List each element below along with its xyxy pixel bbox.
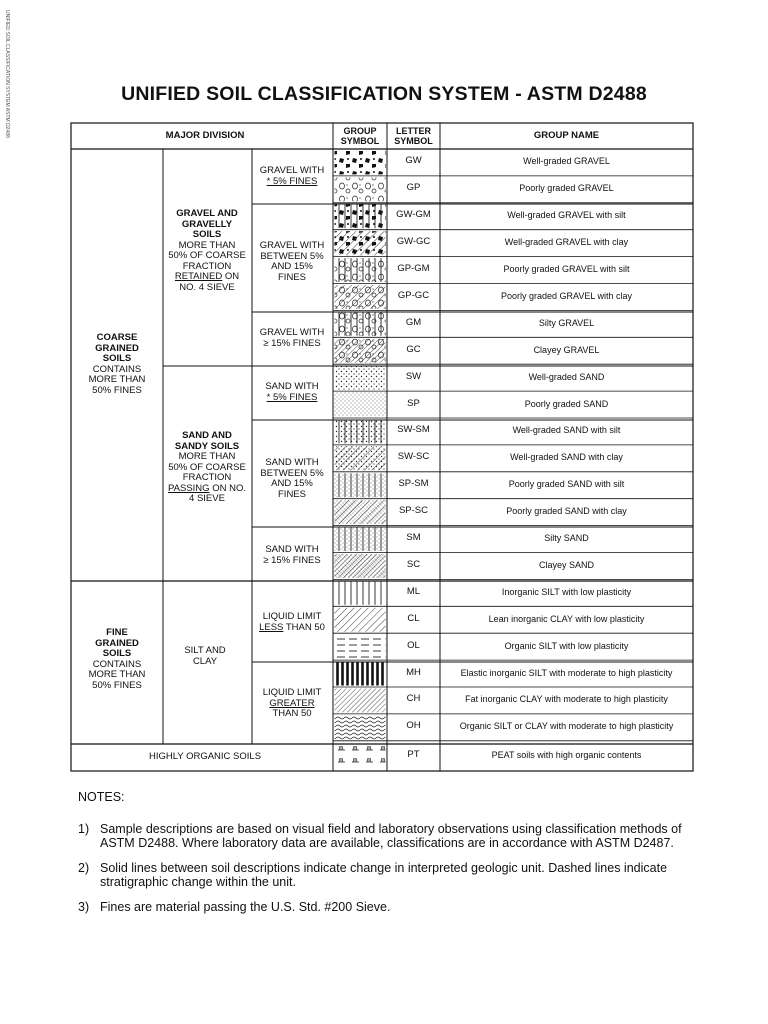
page-title: UNIFIED SOIL CLASSIFICATION SYSTEM - ASTM D2488 [121, 83, 647, 105]
ll-less-word: LESS [259, 621, 284, 633]
group-symbol-sc-pattern [335, 554, 386, 578]
ll-greater-label [256, 688, 328, 720]
letter-symbol-oh: OH [406, 720, 421, 732]
group-name-gp-gc: Poorly graded GRAVEL with clay [500, 290, 633, 301]
group-symbol-sw-pattern [335, 366, 386, 390]
letter-symbol-ml: ML [406, 585, 421, 597]
letter-symbol-mh: MH [406, 666, 421, 678]
group-name-sw-sc: Well-graded SAND with clay [510, 452, 623, 463]
gravel-fines-label [256, 328, 328, 349]
group-name-oh: Organic SILT or CLAY with moderate to high plasticity [459, 721, 674, 732]
letter-symbol-sp-sm: SP-SM [398, 478, 429, 490]
highly-organic-label: HIGHLY ORGANIC SOILS [148, 751, 262, 762]
letter-symbol-sc: SC [406, 558, 421, 570]
retained-rest: ON NO. 4 SIEVE [179, 271, 240, 293]
silt-clay-label: SILT AND CLAY [184, 645, 226, 667]
gravel-soils-sieve [168, 272, 246, 293]
group-symbol-sm-pattern [335, 527, 386, 551]
ll-greater-word: GREATER [269, 697, 315, 709]
group-name-sw-sm: Well-graded SAND with silt [512, 425, 621, 436]
group-name-gp: Poorly graded GRAVEL [519, 183, 614, 194]
ll-greater-l1: LIQUID LIMIT [262, 687, 322, 698]
group-symbol-gp-gm-pattern [335, 258, 386, 282]
group-name-sm: Silty SAND [544, 533, 589, 544]
coarse-grained-label [84, 333, 150, 396]
header-letter-symbol: LETTER SYMBOL [394, 126, 433, 146]
sand-fines-l2: ≥ 15% FINES [263, 554, 321, 566]
note-2-number: 2) [78, 861, 90, 875]
group-name-gw: Well-graded GRAVEL [523, 156, 610, 167]
group-name-ml: Inorganic SILT with low plasticity [501, 586, 632, 597]
letter-symbol-pt: PT [407, 748, 420, 760]
group-symbol-sp-sc-pattern [335, 500, 386, 524]
group-symbol-gc-pattern [335, 339, 386, 363]
letter-symbol-sp-sc: SP-SC [398, 505, 429, 517]
coarse-grained-head: COARSE GRAINED SOILS [95, 332, 139, 364]
letter-symbol-gp: GP [406, 182, 421, 194]
group-symbol-sp-sm-pattern [335, 473, 386, 497]
sand-soils-sieve [168, 484, 246, 505]
sand-clean-l2: * 5% FINES [266, 391, 318, 403]
group-symbol-cl-pattern [335, 608, 386, 632]
group-symbol-sw-sm-pattern [335, 420, 386, 444]
group-name-sp-sc: Poorly graded SAND with clay [506, 506, 627, 517]
gravel-clean-label [256, 166, 328, 187]
sand-soils-body: MORE THAN 50% OF COARSE FRACTION [168, 451, 246, 483]
group-symbol-sp-pattern [335, 393, 386, 417]
group-name-gw-gm: Well-graded GRAVEL with silt [507, 210, 626, 221]
letter-symbol-gc: GC [406, 343, 421, 355]
header-major-division: MAJOR DIVISION [165, 130, 245, 141]
group-symbol-ch-pattern [335, 689, 386, 713]
passing-word: PASSING [168, 482, 210, 494]
group-symbol-gp-gc-pattern [335, 285, 386, 309]
coarse-grained-body: CONTAINS MORE THAN 50% FINES [88, 363, 146, 396]
letter-symbol-ol: OL [407, 639, 420, 651]
ll-greater-l2: THAN 50 [272, 708, 312, 719]
gravel-between-label: GRAVEL WITH BETWEEN 5% AND 15% FINES [259, 240, 325, 283]
letter-symbol-gw-gc: GW-GC [396, 236, 431, 248]
group-symbol-sw-sc-pattern [335, 446, 386, 470]
group-symbol-gp-pattern [335, 177, 386, 201]
group-name-sp-sm: Poorly graded SAND with silt [508, 479, 625, 490]
sand-between-label: SAND WITH BETWEEN 5% AND 15% FINES [260, 457, 324, 500]
letter-symbol-gp-gc: GP-GC [397, 289, 430, 301]
note-2-text: Solid lines between soil descriptions indicate change in interpreted geologic unit. Dashed lines indicate stratigraphic change within the unit. [100, 861, 668, 889]
ll-less-label [256, 612, 328, 633]
group-name-sp: Poorly graded SAND [524, 398, 609, 409]
ll-less-rest: THAN 50 [283, 621, 325, 633]
letter-symbol-ch: CH [406, 693, 421, 705]
note-1-text: Sample descriptions are based on visual field and laboratory observations using classification methods of ASTM D2488. Where laboratory data are available, classifications are in accordance with ASTM D2487. [100, 822, 682, 850]
gravel-clean-l1: GRAVEL WITH [259, 165, 325, 176]
group-name-gm: Silty GRAVEL [538, 317, 595, 328]
group-name-pt: PEAT soils with high organic contents [491, 749, 642, 760]
letter-symbol-gp-gm: GP-GM [397, 263, 430, 275]
retained-word: RETAINED [174, 271, 223, 282]
group-name-ol: Organic SILT with low plasticity [504, 640, 629, 651]
group-symbol-ol-pattern [335, 635, 386, 659]
fine-grained-body: CONTAINS MORE THAN 50% FINES [88, 658, 146, 691]
gravel-soils-label [168, 209, 246, 293]
group-symbol-gw-pattern [335, 151, 386, 175]
letter-symbol-sw: SW [405, 370, 422, 382]
letter-symbol-sp: SP [407, 397, 420, 409]
group-name-sw: Well-graded SAND [528, 371, 605, 382]
group-symbol-oh-pattern [335, 715, 386, 739]
group-name-sc: Clayey SAND [538, 559, 594, 570]
note-3-number: 3) [78, 900, 90, 914]
note-3-text: Fines are material passing the U.S. Std. #200 Sieve. [100, 900, 391, 914]
sand-fines-label [256, 545, 328, 566]
group-name-gp-gm: Poorly graded GRAVEL with silt [503, 264, 630, 275]
gravel-fines-l2: ≥ 15% FINES [263, 337, 321, 349]
letter-symbol-gw: GW [405, 155, 422, 167]
gravel-fines-l1: GRAVEL WITH [259, 327, 325, 338]
sand-soils-head: SAND AND SANDY SOILS [174, 430, 240, 452]
fine-grained-head: FINE GRAINED SOILS [95, 627, 139, 659]
ll-less-l1: LIQUID LIMIT [262, 611, 322, 622]
group-symbol-gm-pattern [335, 312, 386, 336]
group-name-gc: Clayey GRAVEL [533, 344, 600, 355]
group-symbol-pt-pattern [335, 742, 386, 769]
group-symbol-mh-pattern [335, 662, 386, 686]
notes-section [78, 790, 708, 925]
letter-symbol-sw-sc: SW-SC [397, 451, 430, 463]
group-name-ch: Fat inorganic CLAY with moderate to high plasticity [465, 694, 668, 705]
sand-clean-l1: SAND WITH [265, 381, 319, 392]
group-name-cl: Lean inorganic CLAY with low plasticity [488, 613, 645, 624]
gravel-soils-head: GRAVEL AND GRAVELLY SOILS [176, 208, 238, 240]
notes-heading: NOTES: [78, 790, 125, 804]
note-3 [78, 900, 708, 914]
group-name-mh: Elastic inorganic SILT with moderate to high plasticity [460, 667, 673, 678]
letter-symbol-cl: CL [407, 612, 420, 624]
note-1-number: 1) [78, 822, 90, 836]
gravel-soils-body: MORE THAN 50% OF COARSE FRACTION [168, 239, 246, 272]
letter-symbol-gm: GM [405, 316, 422, 328]
group-symbol-gw-gc-pattern [335, 231, 386, 255]
header-group-name: GROUP NAME [533, 130, 600, 141]
group-symbol-ml-pattern [335, 581, 386, 605]
fine-grained-label [84, 628, 150, 691]
sand-clean-label [256, 382, 328, 403]
group-symbol-gw-gm-pattern [335, 204, 386, 228]
ll-less-l2 [256, 623, 328, 634]
letter-symbol-sm: SM [406, 532, 421, 544]
margin-text-label: UNIFIED SOIL CLASSIFICATION SYSTEM ASTM D2488 [4, 10, 10, 138]
header-group-symbol: GROUP SYMBOL [340, 126, 380, 146]
note-1 [78, 822, 708, 850]
sand-soils-label [168, 431, 246, 505]
group-name-gw-gc: Well-graded GRAVEL with clay [504, 237, 629, 248]
letter-symbol-sw-sm: SW-SM [397, 424, 430, 436]
sand-fines-l1: SAND WITH [265, 544, 319, 555]
letter-symbol-gw-gm: GW-GM [396, 209, 431, 221]
gravel-clean-l2: * 5% FINES [266, 175, 318, 187]
passing-rest: ON NO. 4 SIEVE [189, 482, 246, 504]
note-2 [78, 861, 708, 889]
